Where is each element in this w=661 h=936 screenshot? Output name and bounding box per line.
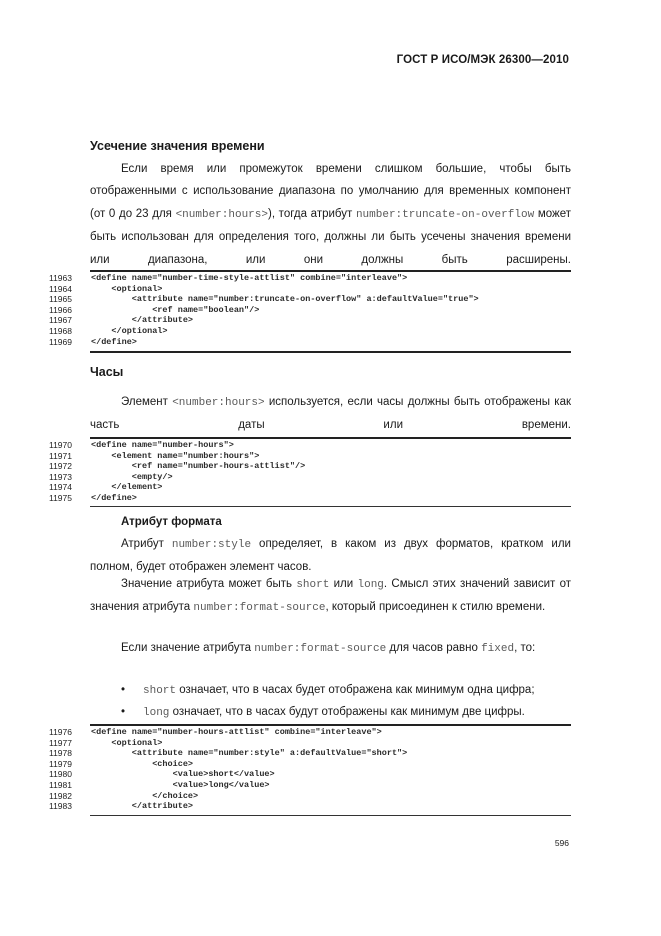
code-line-number: 11983 xyxy=(48,801,72,812)
code-line: <define name="number-time-style-attlist" combine="interleave"> xyxy=(91,273,408,283)
section-title-time-truncation: Усечение значения времени xyxy=(90,139,265,153)
text-run: означает, что в часах будут отображены как минимум две цифры. xyxy=(169,706,525,718)
code-line-number: 11982 xyxy=(48,790,72,801)
page-number: 596 xyxy=(554,838,569,848)
text-run: или xyxy=(329,578,358,590)
code-line-number: 11979 xyxy=(48,758,72,769)
code-line-number: 11974 xyxy=(48,482,72,493)
code-line-number: 11970 xyxy=(48,440,72,450)
code-line: </attribute> xyxy=(91,315,194,326)
paragraph-format-2 xyxy=(90,573,571,620)
code-line-number: 11966 xyxy=(48,304,72,315)
inline-code: <number:hours> xyxy=(175,208,268,221)
section-title-hours: Часы xyxy=(90,365,124,379)
bullet-item-long xyxy=(143,701,525,724)
code-line: <optional> xyxy=(91,737,163,748)
code-line-number: 11968 xyxy=(48,325,72,336)
paragraph-time-truncation xyxy=(90,158,571,271)
code-rule-top xyxy=(90,437,571,439)
text-run: используется, если часы должны быть отображены как часть даты или времени. xyxy=(90,396,571,432)
inline-code: short xyxy=(143,685,177,697)
code-line: <element name="number:hours"> xyxy=(91,450,260,461)
code-rule-top xyxy=(90,270,571,272)
code-line-numbers xyxy=(30,440,72,504)
code-line: <define name="number-hours-attlist" combine="interleave"> xyxy=(91,727,382,737)
code-line-number: 11965 xyxy=(48,294,72,305)
code-line: <optional> xyxy=(91,283,163,294)
inline-code: number:truncate-on-overflow xyxy=(355,208,535,221)
code-line-number: 11978 xyxy=(48,748,72,759)
text-run: Значение атрибута может быть xyxy=(121,578,297,590)
code-line-number: 11972 xyxy=(48,461,72,472)
code-block-truncate xyxy=(91,273,479,347)
paragraph-format-3 xyxy=(90,637,571,660)
bullet-marker: • xyxy=(121,684,126,696)
code-rule-bottom xyxy=(90,815,571,816)
code-line-number: 11963 xyxy=(48,273,72,283)
text-run: Элемент xyxy=(121,396,173,408)
text-run: , то: xyxy=(514,642,536,654)
code-line-number: 11967 xyxy=(48,315,72,326)
document-header: ГОСТ Р ИСО/МЭК 26300—2010 xyxy=(396,54,569,66)
code-line: <choice> xyxy=(91,758,194,769)
code-line: <value>long</value> xyxy=(91,779,270,790)
bullet-item-short xyxy=(143,679,535,702)
code-line: </element> xyxy=(91,482,163,493)
code-block-hours-attlist xyxy=(91,727,407,812)
bullet-marker: • xyxy=(121,706,126,718)
code-line-number: 11981 xyxy=(48,779,72,790)
text-run: ), тогда атрибут xyxy=(267,207,356,220)
inline-code: number:style xyxy=(171,539,252,551)
text-run: , который присоединен к стилю времени. xyxy=(325,601,546,614)
code-line: </optional> xyxy=(91,325,168,336)
inline-code: fixed xyxy=(481,643,515,655)
section-title-format-attribute: Атрибут формата xyxy=(121,516,222,528)
code-line-number: 11975 xyxy=(48,492,72,503)
text-run: Если значение атрибута xyxy=(121,642,255,654)
code-line-number: 11980 xyxy=(48,769,72,780)
code-line-number: 11973 xyxy=(48,471,72,482)
code-line: </define> xyxy=(91,336,137,347)
inline-code: long xyxy=(143,707,170,719)
inline-code: long xyxy=(357,579,384,591)
paragraph-format-1 xyxy=(90,533,571,579)
code-line: <ref name="number-hours-attlist"/> xyxy=(91,461,306,472)
code-line: </define> xyxy=(91,492,137,503)
inline-code: <number:hours> xyxy=(172,397,265,409)
text-run: Если время или промежуток времени слишком большие, чтобы быть отображенными с использование диапазона по умолчанию для временных компонент (от 0 до 23 для xyxy=(90,163,571,220)
code-line: <attribute name="number:style" a:defaultValue="short"> xyxy=(91,748,408,759)
code-block-hours xyxy=(91,440,305,504)
code-rule-bottom xyxy=(90,506,571,507)
text-run: . Смысл этих значений зависит от значения атрибута xyxy=(90,578,572,614)
code-line: <ref name="boolean"/> xyxy=(91,304,260,315)
code-line: <value>short</value> xyxy=(91,769,275,780)
text-run: определяет, в каком из двух форматов, кратком или полном, будет отображен элемент часов. xyxy=(90,538,571,574)
code-rule-bottom xyxy=(90,351,571,353)
text-run: может быть использован для определения того, должны ли быть усечены значения времени или диапазона, или они должны быть расширены. xyxy=(90,207,571,266)
code-line-number: 11971 xyxy=(48,450,72,461)
inline-code: number:format-source xyxy=(254,643,387,655)
code-line: <empty/> xyxy=(91,471,173,482)
code-rule-top xyxy=(90,724,571,726)
text-run: означает, что в часах будет отображена как минимум одна цифра; xyxy=(176,684,535,696)
inline-code: number:format-source xyxy=(193,602,326,615)
code-line: <attribute name="number:truncate-on-overflow" a:defaultValue="true"> xyxy=(91,294,479,305)
text-run: для часов равно xyxy=(386,642,482,654)
code-line: </attribute> xyxy=(91,801,194,812)
code-line: <define name="number-hours"> xyxy=(91,440,234,450)
code-line-number: 11977 xyxy=(48,737,72,748)
inline-code: short xyxy=(296,579,330,591)
paragraph-hours xyxy=(90,391,571,437)
code-line-numbers xyxy=(30,727,72,812)
code-line-number: 11969 xyxy=(48,336,72,347)
code-line-numbers xyxy=(30,273,72,347)
code-line: </choice> xyxy=(91,790,199,801)
code-line-number: 11964 xyxy=(48,283,72,294)
text-run: Атрибут xyxy=(121,538,172,550)
code-line-number: 11976 xyxy=(48,727,72,737)
